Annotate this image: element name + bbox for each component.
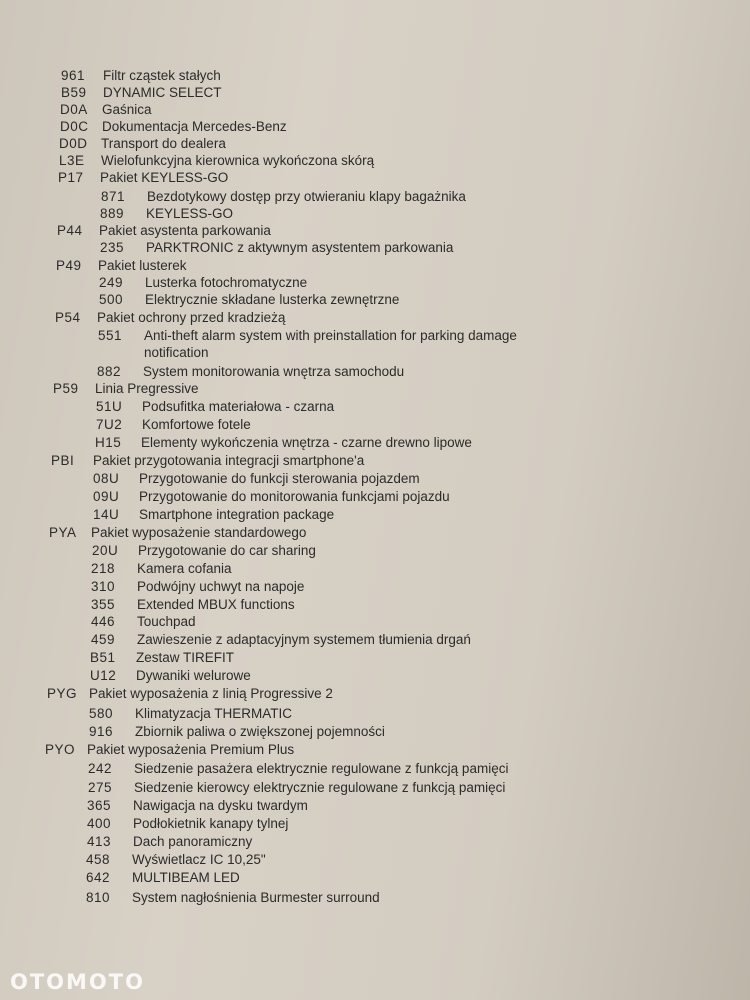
package-label: Pakiet wyposażenia z linią Progressive 2 <box>89 686 333 701</box>
item-label: KEYLESS-GO <box>146 206 234 221</box>
item-code: 642 <box>86 870 111 885</box>
package-code: P49 <box>56 258 82 273</box>
item-label: System nagłośnienia Burmester surround <box>132 890 380 905</box>
item-code: L3E <box>59 153 85 168</box>
package-code: PYA <box>49 525 77 540</box>
item-code: 7U2 <box>96 417 123 432</box>
item-code: 355 <box>91 597 116 612</box>
item-label: Wyświetlacz IC 10,25" <box>132 852 266 867</box>
package-code: PYO <box>45 742 76 757</box>
item-code: D0D <box>59 136 88 151</box>
item-label: Filtr cząstek stałych <box>103 68 221 83</box>
package-label: Pakiet asystenta parkowania <box>99 223 271 238</box>
item-label: PARKTRONIC z aktywnym asystentem parkowania <box>146 240 454 255</box>
item-code: D0A <box>60 102 88 117</box>
item-code: 810 <box>86 890 111 905</box>
item-label: Zawieszenie z adaptacyjnym systemem tłumienia drgań <box>137 632 471 647</box>
item-label: Przygotowanie do car sharing <box>138 543 316 558</box>
package-label: Pakiet przygotowania integracji smartphone'a <box>93 453 365 468</box>
item-label: Extended MBUX functions <box>137 597 295 612</box>
item-code: H15 <box>95 435 122 450</box>
item-label: MULTIBEAM LED <box>132 870 240 885</box>
item-code: 09U <box>93 489 120 504</box>
item-code: 459 <box>91 632 116 647</box>
item-label: Bezdotykowy dostęp przy otwieraniu klapy bagażnika <box>147 189 466 204</box>
item-code: 916 <box>89 724 114 739</box>
item-label: Wielofunkcyjna kierownica wykończona skórą <box>101 153 375 168</box>
item-code: U12 <box>90 668 117 683</box>
package-code: P17 <box>58 170 84 185</box>
item-label: Siedzenie kierowcy elektrycznie regulowane z funkcją pamięci <box>134 780 506 795</box>
item-code: D0C <box>60 119 89 134</box>
item-code: 275 <box>88 780 113 795</box>
item-code: 218 <box>91 561 116 576</box>
package-label: Pakiet ochrony przed kradzieżą <box>97 310 286 325</box>
item-label: Anti-theft alarm system with preinstallation for parking damage notification <box>144 328 517 360</box>
item-label: Lusterka fotochromatyczne <box>145 275 308 290</box>
item-label: Transport do dealera <box>101 136 226 151</box>
item-label: Dywaniki welurowe <box>136 668 251 683</box>
item-code: 871 <box>101 189 126 204</box>
item-label: Dokumentacja Mercedes-Benz <box>102 119 287 134</box>
item-label: Klimatyzacja THERMATIC <box>135 706 293 721</box>
package-label: Pakiet wyposażenie standardowego <box>91 525 307 540</box>
watermark-logo: OTOMOTO <box>10 970 145 994</box>
item-label: Zestaw TIREFIT <box>136 650 235 665</box>
package-label: Pakiet KEYLESS-GO <box>100 170 229 185</box>
item-label: Dach panoramiczny <box>133 834 253 849</box>
package-code: P44 <box>57 223 83 238</box>
package-label: Pakiet wyposażenia Premium Plus <box>87 742 295 757</box>
item-label: System monitorowania wnętrza samochodu <box>143 364 405 379</box>
item-label: Touchpad <box>137 614 196 629</box>
item-code: 580 <box>89 706 114 721</box>
package-code: PYG <box>47 686 78 701</box>
item-label: Gaśnica <box>102 102 152 117</box>
package-code: P54 <box>55 310 81 325</box>
item-code: 310 <box>91 579 116 594</box>
item-code: 235 <box>100 240 125 255</box>
item-code: 446 <box>91 614 116 629</box>
item-code: 500 <box>99 292 124 307</box>
item-label: Przygotowanie do monitorowania funkcjami pojazdu <box>139 489 450 504</box>
item-label: Elementy wykończenia wnętrza - czarne drewno lipowe <box>141 435 472 450</box>
item-code: 458 <box>86 852 111 867</box>
item-label: Elektrycznie składane lusterka zewnętrzne <box>145 292 400 307</box>
item-code: 551 <box>98 328 123 343</box>
item-label: Przygotowanie do funkcji sterowania pojazdem <box>139 471 420 486</box>
item-code: B51 <box>90 650 116 665</box>
item-code: B59 <box>61 85 87 100</box>
item-code: 882 <box>97 364 122 379</box>
item-label: Podsufitka materiałowa - czarna <box>142 399 335 414</box>
item-code: 242 <box>88 761 113 776</box>
item-label: Komfortowe fotele <box>142 417 251 432</box>
item-code: 889 <box>100 206 125 221</box>
package-code: PBI <box>51 453 75 468</box>
item-code: 14U <box>93 507 120 522</box>
item-code: 400 <box>87 816 112 831</box>
item-code: 249 <box>99 275 124 290</box>
item-code: 08U <box>93 471 120 486</box>
item-code: 20U <box>92 543 119 558</box>
item-label: Nawigacja na dysku twardym <box>133 798 308 813</box>
item-label: Kamera cofania <box>137 561 232 576</box>
item-code: 413 <box>87 834 112 849</box>
item-label: Zbiornik paliwa o zwiększonej pojemności <box>135 724 385 739</box>
item-label: Podłokietnik kanapy tylnej <box>133 816 289 831</box>
package-label: Pakiet lusterek <box>98 258 187 273</box>
item-label: DYNAMIC SELECT <box>103 85 222 100</box>
item-code: 961 <box>61 68 86 83</box>
item-code: 365 <box>87 798 112 813</box>
item-label: Smartphone integration package <box>139 507 335 522</box>
item-code: 51U <box>96 399 123 414</box>
package-label: Linia Pregressive <box>95 381 199 396</box>
package-code: P59 <box>53 381 79 396</box>
item-label: Podwójny uchwyt na napoje <box>137 579 305 594</box>
item-label: Siedzenie pasażera elektrycznie regulowane z funkcją pamięci <box>134 761 509 776</box>
